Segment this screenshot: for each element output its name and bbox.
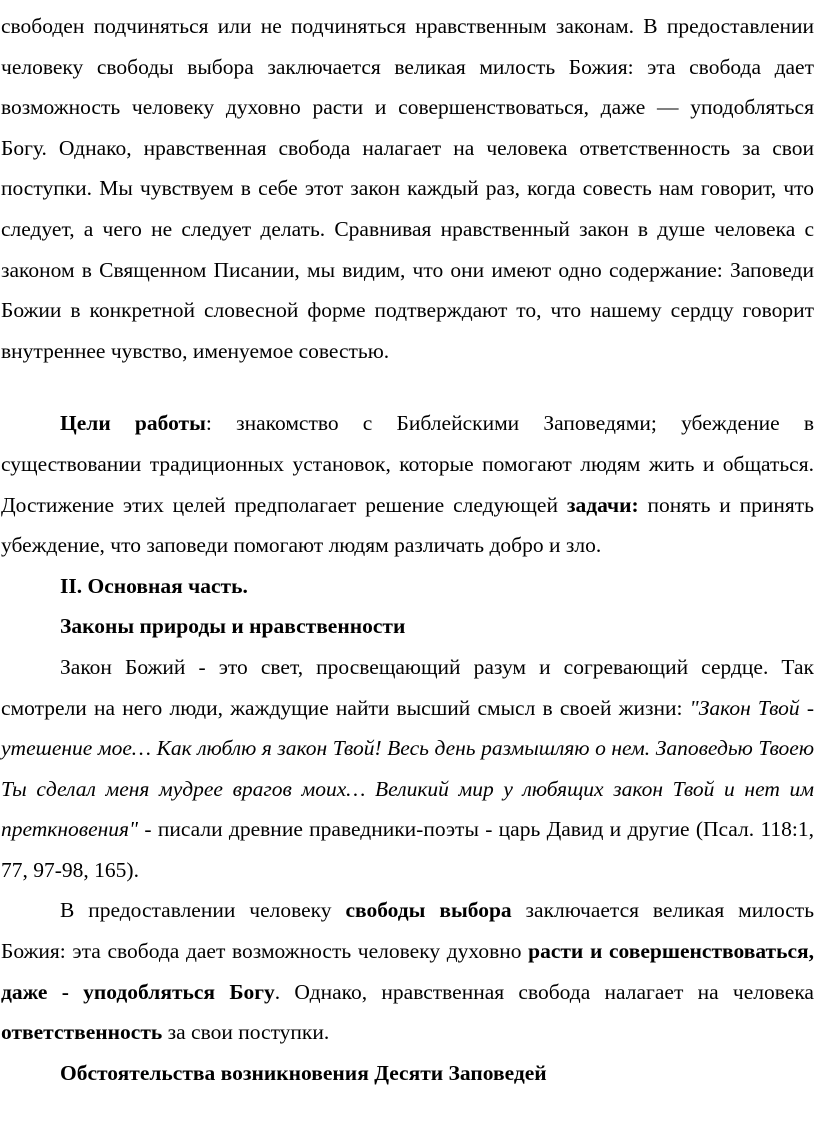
psalm-quote: "Закон Твой - утешение мое… Как люблю я закон Твой! Весь день размышляю о нем. Заповедью Твоею Ты сделал меня мудрее врагов моих… Великий мир у любящих закон Твой и нет им преткновения" [1,695,815,842]
free-will-text-2: заключается великая милость Божия: эта свобода дает возможность человеку духовно [1,898,814,964]
document-page [0,6,816,1093]
tasks-text: понять и принять убеждение, что заповеди помогают людям различать добро и зло. [1,492,814,558]
tasks-label: задачи: [566,492,639,517]
section-heading-circumstances: Обстоятельства возникновения Десяти Заповедей [60,1060,547,1085]
free-will-text-4: за свои поступки. [162,1020,330,1045]
free-will-text-3: . Однако, нравственная свобода налагает на человека [274,979,814,1004]
paragraph-free-will [1,890,814,1052]
free-will-bold-1: свободы выбора [345,898,512,923]
free-will-text-1: В предоставлении человеку [60,898,346,923]
section-heading-laws: Законы природы и нравственности [60,614,406,639]
law-citation: - писали древние праведники-поэты - царь Давид и другие (Псал. 118:1, 77, 97-98, 165). [1,817,814,882]
free-will-bold-3: ответственность [1,1020,163,1045]
free-will-bold-2: расти и совершенствоваться, даже - уподобляться Богу [1,939,814,1004]
paragraph-freedom: свободен подчиняться или не подчиняться нравственным законам. В предоставлении человеку свободы выбора заключается великая милость Божия: эта свобода дает возможность человеку духовно расти и совершенствоваться, даже — уподобляться Богу. Однако, нравственная свобода налагает на человека ответственность за свои поступки. Мы чувствуем в себе этот закон каждый раз, когда совесть нам говорит, что следует, а чего не следует делать. Сравнивая нравственный закон в душе человека с законом в Священном Писании, мы видим, что они имеют одно содержание: Заповеди Божии в конкретной словесной форме подтверждают то, что нашему сердцу говорит внутреннее чувство, именуемое совестью. [1,14,814,363]
goals-text: : знакомство с Библейскими Заповедями; убеждение в существовании традиционных установок, которые помогают людям жить и общаться. Достижение этих целей предполагает решение следующей [1,411,814,517]
goals-label: Цели работы [60,411,206,436]
section-heading-main: II. Основная часть. [60,573,248,598]
law-text: Закон Божий - это свет, просвещающий разум и согревающий сердце. Так смотрели на него люди, жаждущие найти высший смысл в своей жизни: [1,654,814,720]
paragraph-goals [1,403,814,565]
paragraph-law-of-god [1,647,814,891]
